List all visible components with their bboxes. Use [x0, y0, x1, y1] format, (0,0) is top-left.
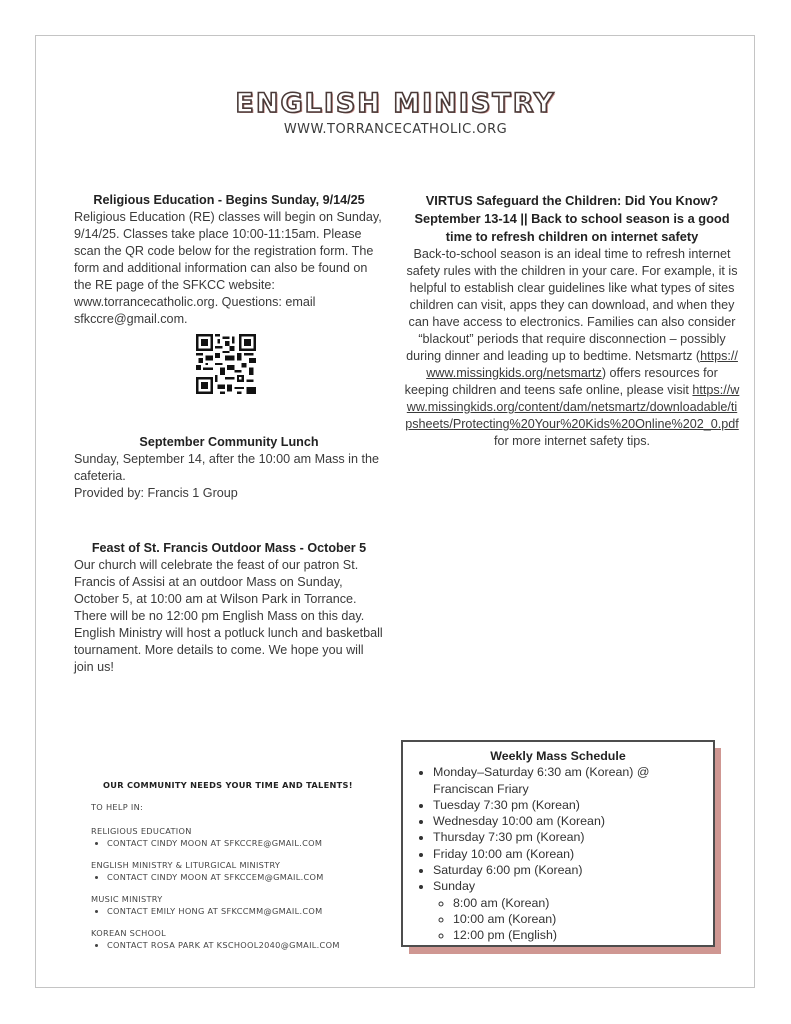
mass-schedule-item: • Saturday 6:00 pm (Korean) [433, 862, 703, 878]
mass-schedule-item: • Wednesday 10:00 am (Korean) [433, 813, 703, 829]
website-subtitle: WWW.TORRANCECATHOLIC.ORG [283, 122, 508, 137]
community-lunch-provider: Provided by: Francis 1 Group [74, 486, 238, 500]
community-group-name: RELIGIOUS EDUCATION [91, 826, 192, 836]
community-lunch-section [74, 434, 384, 502]
community-group-contact: • CONTACT CINDY MOON AT SFKCCEM@GMAIL.COM [107, 872, 391, 882]
page-title: ENGLISH MINISTRY [235, 88, 556, 119]
netsmartz-link[interactable]: https://www.missingkids.org/netsmartz [426, 349, 738, 380]
community-group-contact: • CONTACT EMILY HONG AT SFKCCMM@GMAIL.COM [107, 906, 391, 916]
virtus-body-part-1: Back-to-school season is an ideal time to refresh internet safety rules with the children in your care. For example, it is helpful to establish clear guidelines like what types of sites children can visit, apps they can download, and when they can have access to electronics. Families can also consider “blackout” periods that require disconnection – possibly during dinner and leading up to bedtime. Netsmartz ( [406, 247, 738, 363]
community-needs-title: OUR COMMUNITY NEEDS YOUR TIME AND TALENTS! [103, 780, 353, 790]
community-needs-intro: TO HELP IN: [91, 802, 144, 812]
virtus-heading: VIRTUS Safeguard the Children: Did You Know? September 13-14 || Back to school season is a good time to refresh children on internet safety [414, 193, 730, 244]
community-group [91, 894, 391, 916]
mass-schedule-item: • Friday 10:00 am (Korean) [433, 846, 703, 862]
sunday-mass-item: ◦ 10:00 am (Korean) [453, 911, 703, 927]
religious-education-body: Religious Education (RE) classes will begin on Sunday, 9/14/25. Classes take place 10:00-11:15am. Please scan the QR code below for the registration form. The form and additional information can also be found on the RE page of the SFKCC website: www.torrancecatholic.org. Questions: email sfkccre@gmail.com. [74, 210, 382, 326]
virtus-body-part-2: ) offers resources for keeping children and teens safe online, please visit [404, 366, 718, 397]
community-group-contact: • CONTACT CINDY MOON AT SFKCCRE@GMAIL.COM [107, 838, 391, 848]
virtus-section [404, 192, 740, 450]
tipsheet-link[interactable]: https://www.missingkids.org/content/dam/netsmartz/downloadable/tipsheets/Protecting%20Your%20Kids%20Online%202_0.pdf [405, 383, 740, 431]
community-lunch-heading: September Community Lunch [139, 435, 319, 449]
virtus-body [404, 246, 740, 450]
sunday-mass-item: ◦ 12:00 pm (English) [453, 927, 703, 943]
mass-schedule-box [401, 740, 715, 947]
community-group-contact: • CONTACT ROSA PARK AT KSCHOOL2040@GMAIL.COM [107, 940, 391, 950]
sunday-mass-item: ◦ 8:00 am (Korean) [453, 895, 703, 911]
community-needs-section [91, 780, 391, 962]
sunday-schedule-list [433, 895, 703, 944]
mass-schedule-item: • Monday–Saturday 6:30 am (Korean) @ Franciscan Friary [433, 764, 703, 797]
community-lunch-body: Sunday, September 14, after the 10:00 am Mass in the cafeteria. [74, 452, 379, 483]
mass-schedule-item: • Thursday 7:30 pm (Korean) [433, 829, 703, 845]
virtus-body-part-3: for more internet safety tips. [493, 434, 651, 448]
feast-section [74, 540, 384, 676]
community-group [91, 928, 391, 950]
religious-education-heading: Religious Education - Begins Sunday, 9/14/25 [93, 193, 365, 207]
community-group-name: ENGLISH MINISTRY & LITURGICAL MINISTRY [91, 860, 281, 870]
community-group-name: KOREAN SCHOOL [91, 928, 166, 938]
mass-schedule-item-sunday [433, 878, 703, 943]
community-group [91, 826, 391, 848]
feast-body: Our church will celebrate the feast of our patron St. Francis of Assisi at an outdoor Mass on Sunday, October 5, at 10:00 am at Wilson Park in Torrance. There will be no 12:00 pm English Mass on this day. English Ministry will host a potluck lunch and basketball tournament. More details to come. We hope you will join us! [74, 558, 383, 674]
community-group [91, 860, 391, 882]
mass-schedule-item: Sunday [433, 879, 476, 894]
religious-education-section [74, 192, 384, 328]
community-group-name: MUSIC MINISTRY [91, 894, 163, 904]
mass-schedule-item: • Tuesday 7:30 pm (Korean) [433, 797, 703, 813]
feast-heading: Feast of St. Francis Outdoor Mass - October 5 [91, 541, 367, 555]
qr-code-icon[interactable] [196, 334, 256, 394]
mass-schedule-title: Weekly Mass Schedule [490, 749, 626, 763]
mass-schedule-list [413, 764, 703, 943]
